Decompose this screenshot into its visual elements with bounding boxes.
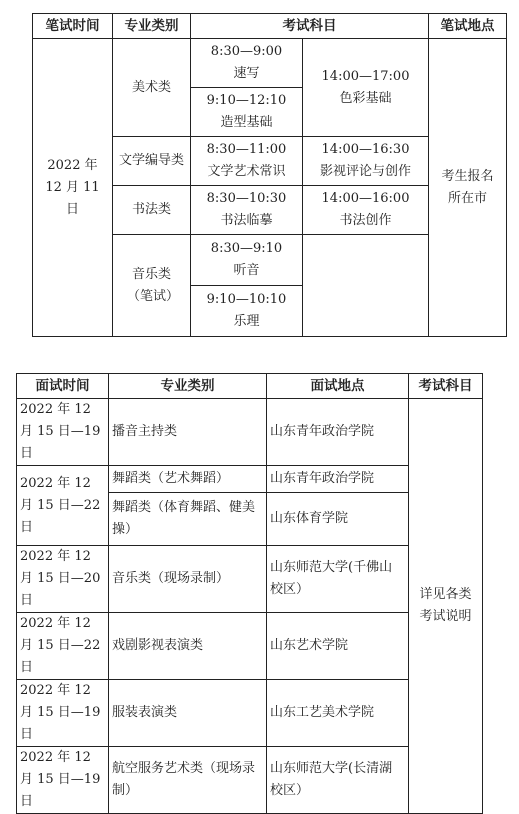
header-row bbox=[17, 374, 483, 399]
time: 8:30—11:00 bbox=[206, 142, 287, 157]
literary-am-cell bbox=[191, 137, 303, 186]
time: 14:00—17:00 bbox=[321, 68, 410, 84]
interview-date: 2022 年 12 月 15 日—20 日 bbox=[17, 546, 109, 613]
music-theory-cell bbox=[191, 286, 303, 337]
interview-category: 戏剧影视表演类 bbox=[109, 613, 267, 680]
table-row bbox=[17, 399, 483, 466]
music-empty-cell bbox=[303, 235, 429, 337]
art-sketch-cell bbox=[191, 39, 303, 88]
time: 14:00—16:00 bbox=[321, 191, 410, 206]
header-category: 专业类别 bbox=[109, 374, 267, 399]
written-date: 2022 年 12 月 11 日 bbox=[33, 39, 113, 337]
subject: 造型基础 bbox=[220, 115, 273, 130]
interview-location: 山东师范大学(千佛山校区） bbox=[267, 546, 409, 613]
calligraphy-pm-cell bbox=[303, 186, 429, 235]
interview-location: 山东青年政治学院 bbox=[267, 466, 409, 493]
interview-category: 音乐类（现场录制） bbox=[109, 546, 267, 613]
subject: 书法创作 bbox=[339, 213, 392, 228]
header-row bbox=[33, 14, 507, 39]
interview-date: 2022 年 12 月 15 日—19 日 bbox=[17, 680, 109, 747]
category-music-written: 音乐类（笔试） bbox=[113, 235, 191, 337]
category-art: 美术类 bbox=[113, 39, 191, 137]
header-subject: 考试科目 bbox=[191, 14, 429, 39]
art-foundation-cell bbox=[191, 88, 303, 137]
subject: 色彩基础 bbox=[339, 90, 392, 106]
interview-date: 2022 年 12 月 15 日—19 日 bbox=[17, 399, 109, 466]
interview-category: 舞蹈类（艺术舞蹈） bbox=[109, 466, 267, 493]
header-interview-time: 面试时间 bbox=[17, 374, 109, 399]
interview-date: 2022 年 12 月 15 日—22 日 bbox=[17, 613, 109, 680]
interview-location: 山东工艺美术学院 bbox=[267, 680, 409, 747]
time: 14:00—16:30 bbox=[321, 142, 410, 157]
header-category: 专业类别 bbox=[113, 14, 191, 39]
interview-location: 山东师范大学(长清湖校区） bbox=[267, 747, 409, 814]
music-listening-cell bbox=[191, 235, 303, 286]
interview-category: 服装表演类 bbox=[109, 680, 267, 747]
written-exam-table bbox=[32, 13, 507, 337]
interview-date: 2022 年 12 月 15 日—22 日 bbox=[17, 466, 109, 546]
header-subject: 考试科目 bbox=[409, 374, 483, 399]
header-written-time: 笔试时间 bbox=[33, 14, 113, 39]
subject: 速写 bbox=[233, 66, 260, 81]
interview-date: 2022 年 12 月 15 日—19 日 bbox=[17, 747, 109, 814]
time: 9:10—10:10 bbox=[206, 292, 287, 307]
interview-category: 舞蹈类（体育舞蹈、健美操） bbox=[109, 493, 267, 546]
art-color-cell bbox=[303, 39, 429, 137]
interview-table bbox=[16, 373, 483, 814]
written-location: 考生报名所在市 bbox=[429, 39, 507, 337]
time: 9:10—12:10 bbox=[206, 93, 287, 108]
category-calligraphy: 书法类 bbox=[113, 186, 191, 235]
subject: 影视评论与创作 bbox=[319, 164, 411, 179]
interview-location: 山东艺术学院 bbox=[267, 613, 409, 680]
subject: 乐理 bbox=[233, 314, 260, 329]
subject: 听音 bbox=[233, 263, 260, 278]
literary-pm-cell bbox=[303, 137, 429, 186]
interview-location: 山东青年政治学院 bbox=[267, 399, 409, 466]
header-location: 笔试地点 bbox=[429, 14, 507, 39]
interview-location: 山东体育学院 bbox=[267, 493, 409, 546]
time: 8:30—10:30 bbox=[206, 191, 287, 206]
interview-category: 航空服务艺术类（现场录制） bbox=[109, 747, 267, 814]
time: 8:30—9:10 bbox=[210, 241, 283, 256]
calligraphy-am-cell bbox=[191, 186, 303, 235]
header-location: 面试地点 bbox=[267, 374, 409, 399]
interview-category: 播音主持类 bbox=[109, 399, 267, 466]
subject: 书法临摹 bbox=[220, 213, 273, 228]
category-literary: 文学编导类 bbox=[113, 137, 191, 186]
time: 8:30—9:00 bbox=[210, 44, 283, 59]
interview-subject: 详见各类考试说明 bbox=[409, 399, 483, 814]
subject: 文学艺术常识 bbox=[207, 164, 286, 179]
